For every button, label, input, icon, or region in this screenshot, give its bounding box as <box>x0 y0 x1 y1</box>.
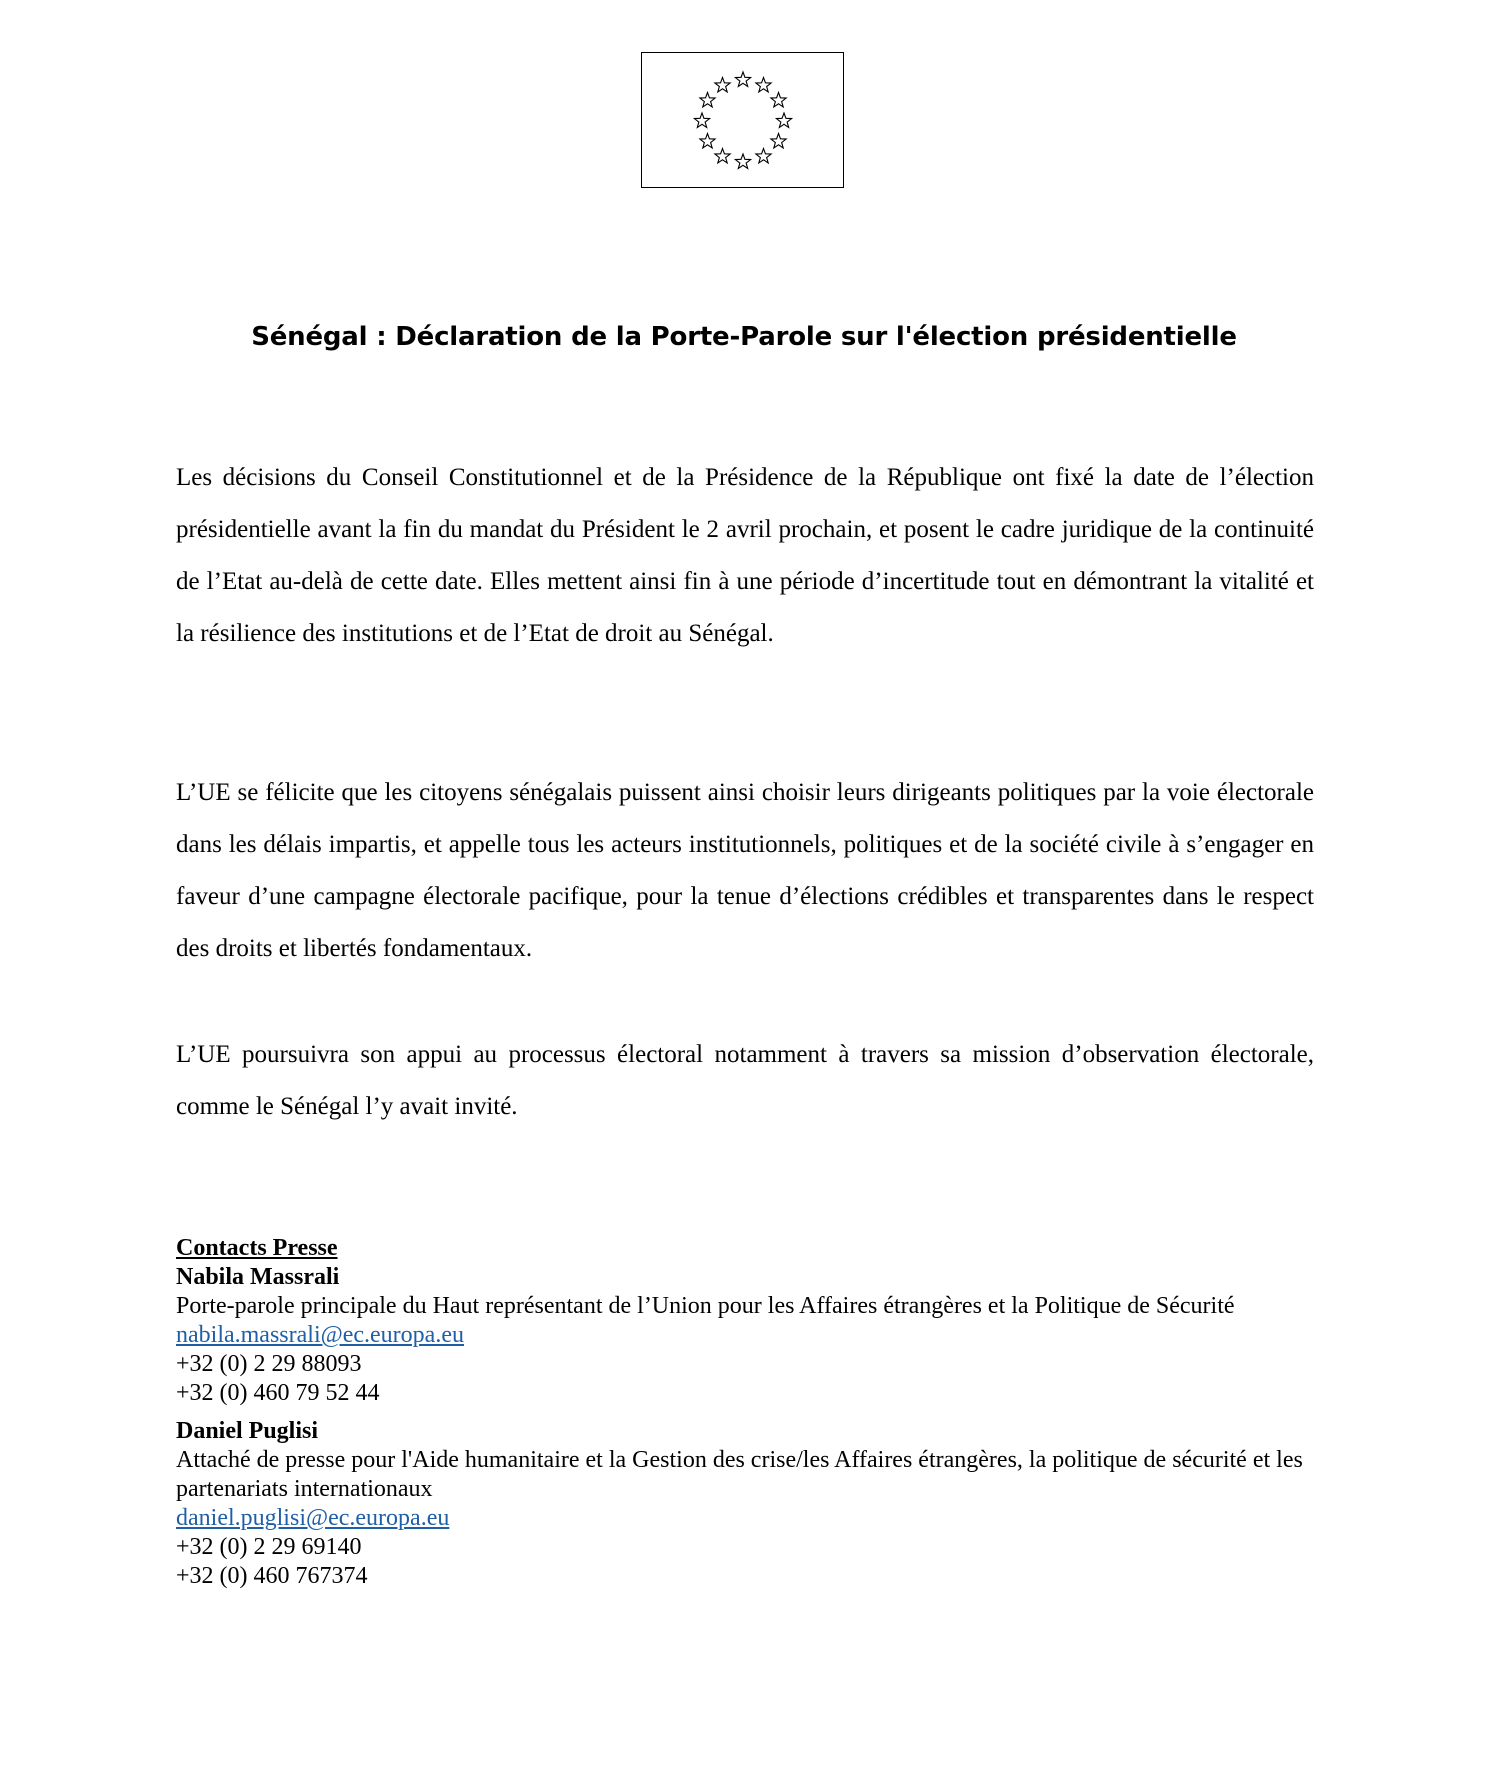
contacts-heading: Contacts Presse <box>176 1235 338 1261</box>
star-icon <box>715 149 730 163</box>
contact-email-link[interactable]: daniel.puglisi@ec.europa.eu <box>176 1505 450 1531</box>
star-icon <box>700 134 715 148</box>
star-icon <box>735 154 750 168</box>
star-icon <box>771 134 786 148</box>
contact-phone: +32 (0) 2 29 69140 <box>176 1534 362 1560</box>
press-contacts <box>176 1234 1316 1591</box>
contact-role: Porte-parole principale du Haut représentant de l’Union pour les Affaires étrangères et la Politique de Sécurité <box>176 1293 1235 1319</box>
star-icon <box>715 77 730 91</box>
star-icon <box>735 72 750 86</box>
paragraph-2: L’UE se félicite que les citoyens sénégalais puissent ainsi choisir leurs dirigeants politiques par la voie électorale dans les délais impartis, et appelle tous les acteurs institutionnels, politiques et de la société civile à s’engager en faveur d’une campagne électorale pacifique, pour la tenue d’élections crédibles et transparentes dans le respect des droits et libertés fondamentaux. <box>176 779 1314 962</box>
page-title: Sénégal : Déclaration de la Porte-Parole sur l'élection présidentielle <box>251 322 1237 352</box>
star-icon <box>771 93 786 107</box>
contact-card <box>176 1417 1316 1591</box>
eu-flag-logo <box>641 52 844 188</box>
contact-email-link[interactable]: nabila.massrali@ec.europa.eu <box>176 1322 464 1348</box>
contact-mobile: +32 (0) 460 79 52 44 <box>176 1380 380 1406</box>
paragraph-1: Les décisions du Conseil Constitutionnel et de la Présidence de la République ont fixé la date de l’élection présidentielle avant la fin du mandat du Président le 2 avril prochain, et posent le cadre juridique de la continuité de l’Etat au-delà de cette date. Elles mettent ainsi fin à une période d’incertitude tout en démontrant la vitalité et la résilience des institutions et de l’Etat de droit au Sénégal. <box>176 464 1314 647</box>
contact-mobile: +32 (0) 460 767374 <box>176 1563 368 1589</box>
contact-phone: +32 (0) 2 29 88093 <box>176 1351 362 1377</box>
paragraph-3: L’UE poursuivra son appui au processus électoral notamment à travers sa mission d’observation électorale, comme le Sénégal l’y avait invité. <box>176 1041 1314 1120</box>
contact-name: Daniel Puglisi <box>176 1418 319 1444</box>
contact-card <box>176 1263 1316 1408</box>
star-icon <box>756 77 771 91</box>
contact-role: Attaché de presse pour l'Aide humanitaire et la Gestion des crise/les Affaires étrangères, la politique de sécurité et les partenariats internationaux <box>176 1447 1303 1502</box>
star-icon <box>694 113 709 127</box>
star-icon <box>756 149 771 163</box>
star-icon <box>776 113 791 127</box>
eu-flag-icon <box>642 53 845 189</box>
star-icon <box>700 93 715 107</box>
contact-name: Nabila Massrali <box>176 1264 340 1290</box>
